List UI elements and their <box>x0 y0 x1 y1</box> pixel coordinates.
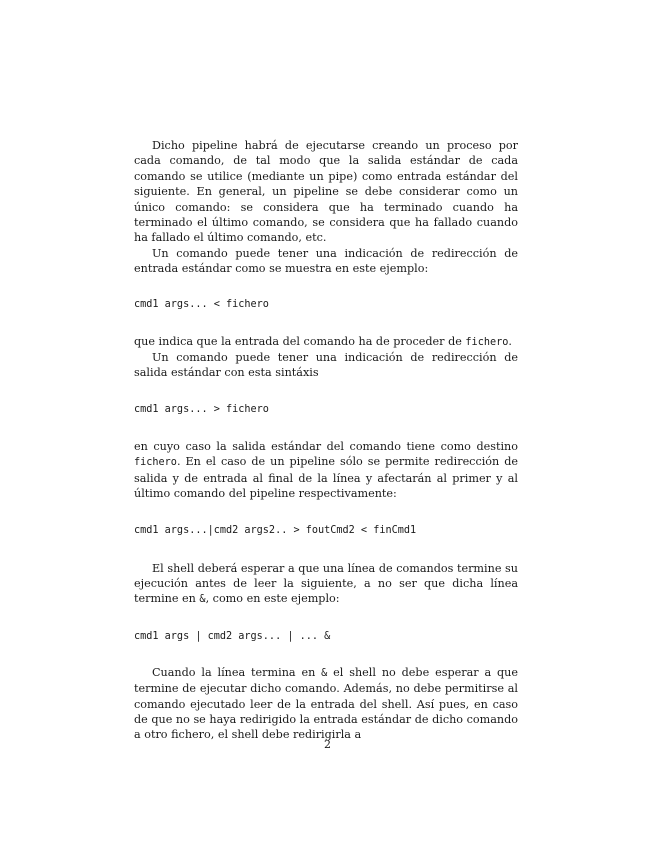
paragraph-output-redirection-explanation <box>134 439 518 502</box>
page-body <box>134 138 518 743</box>
inline-code-fichero: fichero <box>134 457 177 469</box>
paragraph-background-intro <box>134 561 518 608</box>
paragraph-output-redirection-intro: Un comando puede tener una indicación de redirección de salida estándar con esta sintáxis <box>134 351 518 380</box>
code-pipeline-redirection: cmd1 args...|cmd2 args2.. > foutCmd2 < finCmd1 <box>134 524 417 536</box>
code-output-redirection: cmd1 args... > fichero <box>134 403 269 415</box>
paragraph-input-redirection-explanation <box>134 334 518 350</box>
code-background-example: cmd1 args | cmd2 args... | ... & <box>134 630 331 642</box>
text-segment: el shell no debe esperar a que termine de ejecutar dicho comando. Además, no debe permitirse al comando ejecutado leer de la entrada del shell. Así pues, en caso de que no se haya redirigido la entrada estándar de dicho comando a otro fichero, el shell debe redirigirla a <box>134 665 518 742</box>
text-segment: que indica que la entrada del comando ha de proceder de <box>134 334 466 348</box>
text-segment: El shell deberá esperar a que una línea de comandos termine su ejecución antes de leer la siguiente, a no ser que dicha línea termine en <box>134 561 518 606</box>
paragraph-input-redirection-intro: Un comando puede tener una indicación de redirección de entrada estándar como se muestra en este ejemplo: <box>134 246 518 276</box>
code-input-redirection: cmd1 args... < fichero <box>134 298 269 310</box>
inline-code-ampersand: & <box>199 594 206 606</box>
paragraph-pipeline-description: Dicho pipeline habrá de ejecutarse creando un proceso por cada comando, de tal modo que la salida estándar de cada comando se utilice (mediante un pipe) como entrada estándar del siguiente. En general, un pipeline se debe considerar como un único comando: se considera que ha terminado cuando ha terminado el último comando, se considera que ha fallado cuando ha fallado el último comando, etc. <box>134 139 518 245</box>
text-segment: en cuyo caso la salida estándar del comando tiene como destino <box>134 439 518 453</box>
text-segment: . En el caso de un pipeline sólo se permite redirección de salida y de entrada al final de la línea y afectarán al primer y al último comando del pipeline respectivamente: <box>134 455 518 501</box>
text-segment: . <box>508 334 512 348</box>
paragraph-background-explanation <box>134 665 518 743</box>
inline-code-fichero: fichero <box>465 336 509 348</box>
inline-code-ampersand: & <box>321 667 328 679</box>
text-segment: , como en este ejemplo: <box>205 592 340 606</box>
page-number: 2 <box>324 738 331 751</box>
text-segment: Cuando la línea termina en <box>152 665 322 679</box>
